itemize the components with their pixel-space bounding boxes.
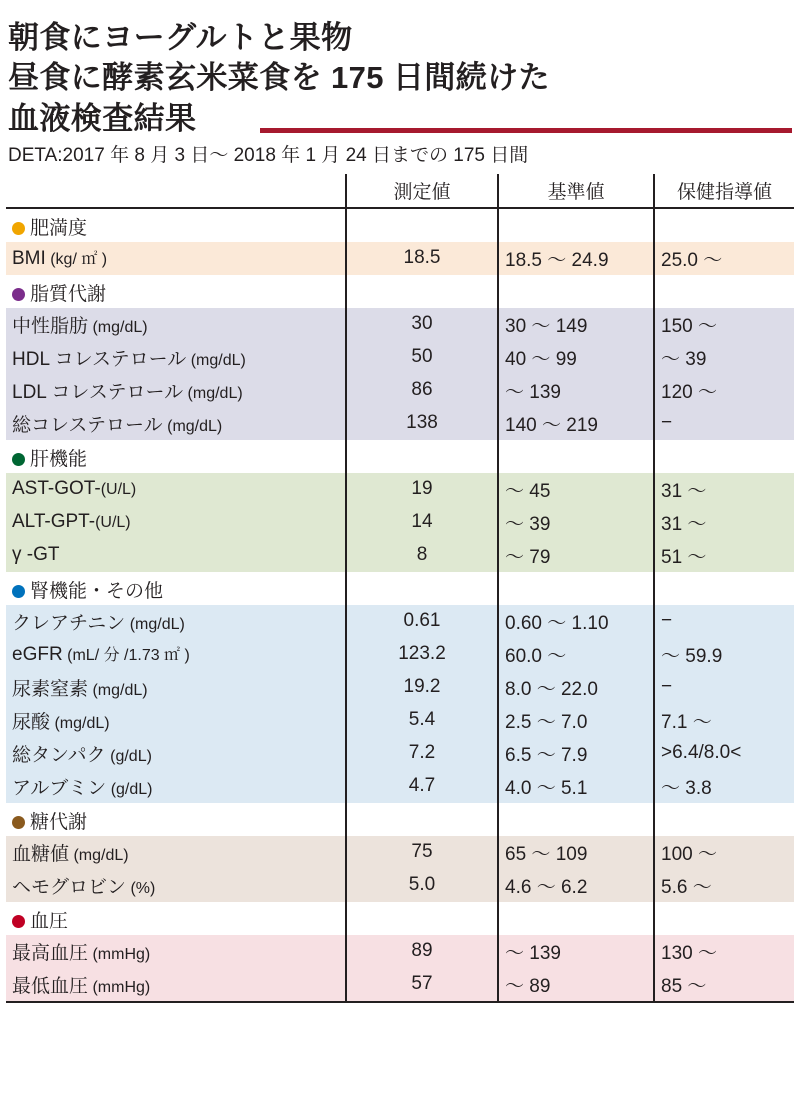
reference-range: 〜 139: [498, 374, 654, 407]
measure-name-cell: [6, 341, 346, 374]
group-spacer-cell: [346, 902, 498, 935]
measure-name-cell: [6, 539, 346, 572]
group-spacer-cell: [498, 902, 654, 935]
measure-unit: (g/dL): [105, 747, 152, 765]
measure-unit: (mg/dL): [50, 714, 110, 732]
measured-value: 57: [346, 968, 498, 1002]
group-row: [6, 208, 794, 242]
measure-name: BMI: [12, 248, 46, 270]
measure-name: ALT-GPT-: [12, 511, 96, 533]
guidance-value: −: [654, 671, 794, 704]
table-row: [6, 836, 794, 869]
table-row: [6, 671, 794, 704]
group-label: 腎機能・その他: [30, 580, 164, 602]
measured-value: 5.4: [346, 704, 498, 737]
measured-value: 19.2: [346, 671, 498, 704]
measure-unit: (mg/dL): [88, 681, 148, 699]
measure-name: 最低血圧: [12, 975, 89, 997]
table-row: [6, 374, 794, 407]
group-spacer-cell: [654, 803, 794, 836]
table-body: [6, 174, 794, 1002]
guidance-value: 25.0 〜: [654, 242, 794, 275]
group-label: 糖代謝: [30, 811, 88, 833]
reference-range: 〜 89: [498, 968, 654, 1002]
measure-unit: (U/L): [100, 481, 137, 499]
group-row: [6, 275, 794, 308]
measure-name-cell: [6, 671, 346, 704]
table-row: [6, 506, 794, 539]
column-header-1: 測定値: [346, 174, 498, 208]
guidance-value: 〜 3.8: [654, 770, 794, 803]
group-spacer-cell: [498, 572, 654, 605]
guidance-value: 31 〜: [654, 473, 794, 506]
guidance-value: 100 〜: [654, 836, 794, 869]
group-spacer-cell: [654, 572, 794, 605]
measure-unit: (U/L): [95, 514, 131, 532]
guidance-value: 31 〜: [654, 506, 794, 539]
measure-unit: (mmHg): [88, 945, 151, 963]
table-row: [6, 869, 794, 902]
measure-name-cell: [6, 737, 346, 770]
group-label-cell: [6, 440, 346, 473]
measure-unit: (kg/ ㎡ ): [45, 251, 108, 269]
table-row: [6, 407, 794, 440]
reference-range: 140 〜 219: [498, 407, 654, 440]
measured-value: 30: [346, 308, 498, 341]
measured-value: 19: [346, 473, 498, 506]
guidance-value: 85 〜: [654, 968, 794, 1002]
measure-name: 総タンパク: [12, 744, 106, 766]
measure-name: AST-GOT-: [12, 478, 101, 500]
measure-name-cell: [6, 473, 346, 506]
measure-name: HDL コレステロール: [12, 348, 187, 370]
measure-name: 中性脂肪: [12, 315, 89, 337]
table-row: [6, 935, 794, 968]
column-header-3: 保健指導値: [654, 174, 794, 208]
title-block: [6, 0, 794, 139]
reference-range: 60.0 〜: [498, 638, 654, 671]
measure-name-cell: [6, 506, 346, 539]
table-row: [6, 968, 794, 1002]
reference-range: 〜 79: [498, 539, 654, 572]
group-label: 肥満度: [30, 217, 88, 239]
guidance-value: −: [654, 407, 794, 440]
group-row: [6, 803, 794, 836]
measure-unit: (mg/dL): [186, 351, 246, 369]
measure-name-cell: [6, 308, 346, 341]
group-spacer-cell: [498, 803, 654, 836]
column-header-2: 基準値: [498, 174, 654, 208]
group-label-cell: [6, 275, 346, 308]
guidance-value: 150 〜: [654, 308, 794, 341]
measured-value: 7.2: [346, 737, 498, 770]
measure-name-cell: [6, 704, 346, 737]
measure-unit: (mL/ 分 /1.73 ㎡ ): [62, 647, 190, 665]
group-spacer-cell: [498, 208, 654, 242]
guidance-value: >6.4/8.0<: [654, 737, 794, 770]
reference-range: 〜 45: [498, 473, 654, 506]
measured-value: 18.5: [346, 242, 498, 275]
measure-name: 尿酸: [12, 711, 51, 733]
measure-name: 血糖値: [12, 843, 70, 865]
group-spacer-cell: [346, 440, 498, 473]
blood-test-table: [6, 174, 794, 1003]
measure-name: ヘモグロビン: [12, 876, 127, 898]
group-row: [6, 902, 794, 935]
guidance-value: 130 〜: [654, 935, 794, 968]
measure-unit: (mg/dL): [69, 846, 129, 864]
group-spacer-cell: [346, 572, 498, 605]
measure-name-cell: [6, 836, 346, 869]
measured-value: 0.61: [346, 605, 498, 638]
group-spacer-cell: [654, 275, 794, 308]
reference-range: 4.6 〜 6.2: [498, 869, 654, 902]
measure-name: eGFR: [12, 644, 63, 666]
table-row: [6, 539, 794, 572]
group-spacer-cell: [654, 440, 794, 473]
title-line-2: 昼食に酵素玄米菜食を 175 日間続けた: [8, 60, 550, 96]
measured-value: 123.2: [346, 638, 498, 671]
measure-unit: (mmHg): [88, 978, 151, 996]
guidance-value: 5.6 〜: [654, 869, 794, 902]
measure-name-cell: [6, 638, 346, 671]
guidance-value: −: [654, 605, 794, 638]
measure-name: 最高血圧: [12, 942, 89, 964]
table-row: [6, 770, 794, 803]
guidance-value: 51 〜: [654, 539, 794, 572]
measure-name: LDL コレステロール: [12, 381, 184, 403]
reference-range: 30 〜 149: [498, 308, 654, 341]
measure-name: クレアチニン: [12, 612, 126, 634]
measured-value: 4.7: [346, 770, 498, 803]
measured-value: 89: [346, 935, 498, 968]
measured-value: 86: [346, 374, 498, 407]
guidance-value: 〜 59.9: [654, 638, 794, 671]
table-row: [6, 638, 794, 671]
table-row: [6, 704, 794, 737]
reference-range: 〜 39: [498, 506, 654, 539]
table-row: [6, 737, 794, 770]
measure-name-cell: [6, 407, 346, 440]
group-spacer-cell: [654, 902, 794, 935]
group-row: [6, 440, 794, 473]
guidance-value: 〜 39: [654, 341, 794, 374]
reference-range: 65 〜 109: [498, 836, 654, 869]
group-spacer-cell: [346, 275, 498, 308]
reference-range: 〜 139: [498, 935, 654, 968]
group-spacer-cell: [498, 275, 654, 308]
group-label-cell: [6, 208, 346, 242]
measure-unit: (mg/dL): [162, 417, 223, 435]
group-row: [6, 572, 794, 605]
reference-range: 8.0 〜 22.0: [498, 671, 654, 704]
column-header-0: [6, 174, 346, 208]
table-row: [6, 473, 794, 506]
measure-unit: (mg/dL): [88, 318, 148, 336]
measured-value: 5.0: [346, 869, 498, 902]
measured-value: 75: [346, 836, 498, 869]
table-row: [6, 341, 794, 374]
measure-name-cell: [6, 242, 346, 275]
measure-name-cell: [6, 374, 346, 407]
reference-range: 6.5 〜 7.9: [498, 737, 654, 770]
measure-name-cell: [6, 770, 346, 803]
measure-name: アルブミン: [12, 777, 107, 799]
group-color-dot-icon: [12, 816, 25, 829]
measured-value: 8: [346, 539, 498, 572]
group-label: 血圧: [30, 910, 69, 932]
measured-value: 138: [346, 407, 498, 440]
guidance-value: 7.1 〜: [654, 704, 794, 737]
measure-unit: (mg/dL): [125, 615, 185, 633]
measure-name-cell: [6, 869, 346, 902]
reference-range: 40 〜 99: [498, 341, 654, 374]
table-row: [6, 605, 794, 638]
group-spacer-cell: [654, 208, 794, 242]
measure-name: 尿素窒素: [12, 678, 89, 700]
group-color-dot-icon: [12, 915, 25, 928]
guidance-value: 120 〜: [654, 374, 794, 407]
group-label-cell: [6, 902, 346, 935]
group-color-dot-icon: [12, 585, 25, 598]
group-label: 肝機能: [30, 448, 88, 470]
title-underline-rule: [260, 128, 792, 133]
group-spacer-cell: [346, 208, 498, 242]
reference-range: 4.0 〜 5.1: [498, 770, 654, 803]
reference-range: 18.5 〜 24.9: [498, 242, 654, 275]
measure-name: γ -GT: [12, 544, 60, 566]
measured-value: 50: [346, 341, 498, 374]
reference-range: 0.60 〜 1.10: [498, 605, 654, 638]
group-label: 脂質代謝: [30, 283, 107, 305]
measure-name: 総コレステロール: [12, 414, 163, 436]
date-range-subtitle: DETA:2017 年 8 月 3 日〜 2018 年 1 月 24 日までの 175 日間: [8, 144, 529, 166]
group-label-cell: [6, 572, 346, 605]
group-spacer-cell: [498, 440, 654, 473]
reference-range: 2.5 〜 7.0: [498, 704, 654, 737]
group-color-dot-icon: [12, 288, 25, 301]
table-row: [6, 242, 794, 275]
title-line-1: 朝食にヨーグルトと果物: [8, 20, 353, 55]
group-color-dot-icon: [12, 453, 25, 466]
group-color-dot-icon: [12, 222, 25, 235]
measure-name-cell: [6, 605, 346, 638]
measure-name-cell: [6, 935, 346, 968]
group-label-cell: [6, 803, 346, 836]
measured-value: 14: [346, 506, 498, 539]
measure-unit: (g/dL): [106, 780, 153, 798]
group-spacer-cell: [346, 803, 498, 836]
title-line-3: 血液検査結果: [8, 100, 197, 136]
measure-name-cell: [6, 968, 346, 1002]
table-row: [6, 308, 794, 341]
title-line-3-wrap: [8, 99, 792, 139]
table-header-row: [6, 174, 794, 208]
measure-unit: (%): [126, 879, 156, 897]
measure-unit: (mg/dL): [183, 384, 243, 402]
